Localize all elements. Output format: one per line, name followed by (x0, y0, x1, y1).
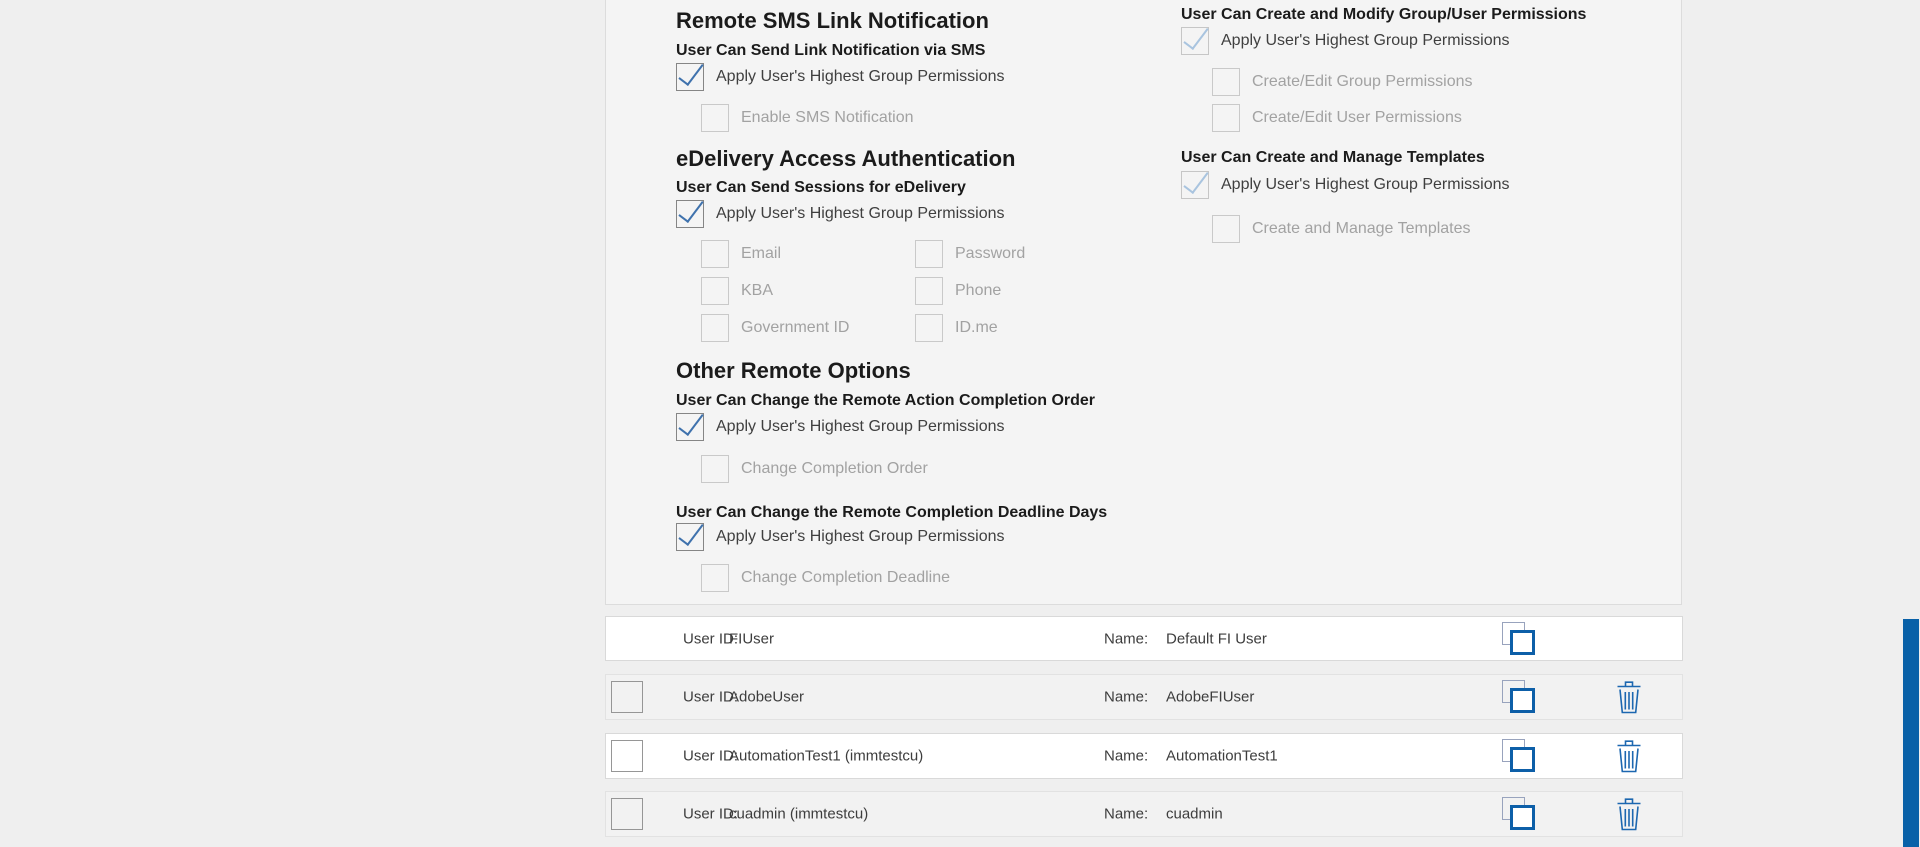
checkbox-label: Apply User's Highest Group Permissions (716, 418, 1005, 435)
check-icon (678, 518, 703, 546)
user-id-label: User ID: (683, 688, 739, 706)
apply-highest-group-checkbox (1181, 27, 1209, 55)
right-column (1181, 0, 1676, 243)
option-row (915, 277, 1145, 305)
select-user-checkbox[interactable] (611, 681, 643, 713)
name-value: AdobeFIUser (1166, 688, 1255, 706)
checkbox-label: Create/Edit Group Permissions (1252, 73, 1473, 90)
user-id-label: User ID: (683, 747, 739, 765)
password-checkbox (915, 240, 943, 268)
checkbox-label: Create/Edit User Permissions (1252, 109, 1462, 126)
create-edit-user-permissions-checkbox (1212, 104, 1240, 132)
name-value: Default FI User (1166, 630, 1267, 647)
trash-icon (1614, 680, 1644, 715)
option-row (701, 277, 915, 305)
check-icon (678, 195, 703, 223)
checkbox-label: Apply User's Highest Group Permissions (716, 205, 1005, 222)
left-column (676, 0, 1181, 592)
option-row (701, 564, 1181, 592)
create-edit-group-permissions-checkbox (1212, 68, 1240, 96)
check-icon (678, 408, 703, 436)
apply-row (676, 523, 1181, 551)
apply-highest-group-checkbox[interactable] (676, 200, 704, 228)
trash-icon (1614, 797, 1644, 832)
name-label: Name: (1104, 688, 1149, 706)
section-title-remote-sms: Remote SMS Link Notification (676, 8, 989, 33)
apply-row (676, 63, 1181, 91)
delete-user-button[interactable] (1610, 737, 1648, 775)
section-title-edelivery: eDelivery Access Authentication (676, 146, 1016, 171)
checkbox-label: KBA (741, 282, 774, 299)
apply-row (676, 413, 1181, 441)
checkbox-label: Enable SMS Notification (741, 109, 914, 126)
subtitle-group-user-permissions: User Can Create and Modify Group/User Permissions (1181, 6, 1587, 23)
enable-sms-notification-checkbox (701, 104, 729, 132)
checkbox-label: Change Completion Order (741, 460, 928, 477)
option-row (701, 104, 1181, 132)
check-icon (1183, 166, 1208, 194)
option-row (701, 314, 915, 342)
user-id-value: AdobeUser (729, 688, 805, 706)
kba-checkbox (701, 277, 729, 305)
name-label: Name: (1104, 805, 1149, 823)
section-title-other-remote: Other Remote Options (676, 358, 911, 383)
name-label: Name: (1104, 747, 1149, 765)
copy-icon (1502, 739, 1536, 773)
subtitle-change-completion-order: User Can Change the Remote Action Completion Order (676, 392, 1096, 409)
subtitle-manage-templates: User Can Create and Manage Templates (1181, 149, 1485, 166)
option-row (701, 455, 1181, 483)
checkbox-label: Change Completion Deadline (741, 569, 951, 586)
user-id-value: cuadmin (immtestcu) (729, 805, 869, 823)
select-user-checkbox[interactable] (611, 798, 643, 830)
idme-checkbox (915, 314, 943, 342)
checkbox-label: Apply User's Highest Group Permissions (716, 528, 1005, 545)
user-row (605, 791, 1683, 837)
apply-highest-group-checkbox (1181, 171, 1209, 199)
apply-highest-group-checkbox[interactable] (676, 63, 704, 91)
user-id-label: User ID: (683, 630, 739, 647)
subtitle-change-completion-deadline: User Can Change the Remote Completion Deadline Days (676, 504, 1108, 521)
option-row (915, 240, 1145, 268)
edelivery-methods-grid (701, 240, 1181, 342)
government-id-checkbox (701, 314, 729, 342)
checkbox-label: ID.me (955, 319, 998, 336)
checkbox-label: Apply User's Highest Group Permissions (716, 68, 1005, 85)
option-row (701, 240, 915, 268)
apply-row (676, 200, 1181, 228)
copy-icon (1502, 797, 1536, 831)
checkbox-label: Password (955, 245, 1026, 262)
user-id-label: User ID: (683, 805, 739, 823)
user-row (605, 616, 1683, 661)
checkbox-label: Email (741, 245, 782, 262)
copy-icon (1502, 680, 1536, 714)
option-row (915, 314, 1145, 342)
copy-user-button[interactable] (1501, 737, 1539, 775)
option-row (1212, 68, 1676, 96)
change-completion-deadline-checkbox (701, 564, 729, 592)
user-id-value: AutomationTest1 (immtestcu) (729, 747, 924, 765)
subtitle-send-link-sms: User Can Send Link Notification via SMS (676, 42, 986, 59)
permissions-panel (605, 0, 1682, 605)
phone-checkbox (915, 277, 943, 305)
check-icon (678, 58, 703, 86)
copy-user-button[interactable] (1501, 620, 1539, 658)
option-row (1212, 215, 1676, 243)
name-value: cuadmin (1166, 805, 1223, 823)
user-row (605, 674, 1683, 720)
copy-icon (1502, 622, 1536, 656)
apply-row (1181, 171, 1676, 199)
trash-icon (1614, 739, 1644, 774)
copy-user-button[interactable] (1501, 678, 1539, 716)
checkbox-label: Phone (955, 282, 1002, 299)
delete-user-button[interactable] (1610, 678, 1648, 716)
option-row (1212, 104, 1676, 132)
delete-user-button[interactable] (1610, 795, 1648, 833)
email-checkbox (701, 240, 729, 268)
change-completion-order-checkbox (701, 455, 729, 483)
check-icon (1183, 22, 1208, 50)
create-manage-templates-checkbox (1212, 215, 1240, 243)
select-user-checkbox[interactable] (611, 740, 643, 772)
apply-highest-group-checkbox[interactable] (676, 523, 704, 551)
checkbox-label: Apply User's Highest Group Permissions (1221, 32, 1510, 49)
scrollbar-thumb[interactable] (1903, 619, 1919, 847)
apply-highest-group-checkbox[interactable] (676, 413, 704, 441)
checkbox-label: Create and Manage Templates (1252, 220, 1471, 237)
subtitle-send-sessions-edelivery: User Can Send Sessions for eDelivery (676, 179, 966, 196)
copy-user-button[interactable] (1501, 795, 1539, 833)
user-row (605, 733, 1683, 779)
apply-row (1181, 27, 1676, 55)
checkbox-label: Government ID (741, 319, 850, 336)
user-id-value: FIUser (729, 630, 774, 647)
checkbox-label: Apply User's Highest Group Permissions (1221, 176, 1510, 193)
name-label: Name: (1104, 630, 1149, 647)
name-value: AutomationTest1 (1166, 747, 1278, 765)
